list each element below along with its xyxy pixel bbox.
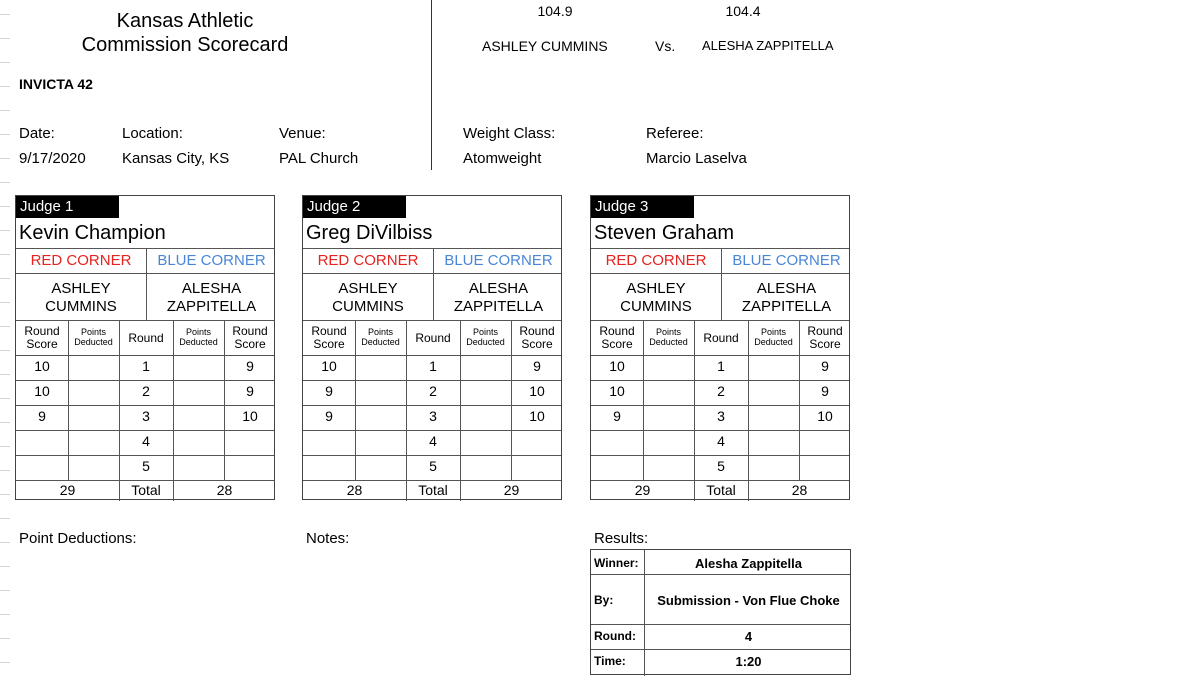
red-fighter-last: CUMMINS	[332, 298, 404, 315]
blue-round-score-header-line1: Round	[232, 324, 268, 338]
red-round-score-header-line1: Round	[599, 324, 635, 338]
red-fighter-name	[16, 280, 146, 316]
blue-points-deducted-cell	[460, 379, 511, 403]
blue-round-score-header	[511, 325, 563, 351]
blue-points-deducted-cell	[173, 454, 224, 478]
red-points-deducted-cell	[355, 379, 406, 403]
total-label: Total	[418, 482, 448, 498]
red-round-score-header-line2: Score	[26, 337, 58, 351]
total-label: Total	[706, 482, 736, 498]
blue-points-deducted-header-line1: Points	[472, 327, 498, 337]
red-points-deducted-cell	[355, 354, 406, 378]
method-label: By:	[594, 593, 614, 607]
point-deductions-label: Point Deductions:	[19, 530, 137, 547]
red-points-deducted-cell	[68, 354, 119, 378]
blue-corner-label: BLUE CORNER	[444, 252, 553, 269]
notes-label: Notes:	[306, 530, 350, 547]
red-points-deducted-header-line2: Deducted	[649, 337, 688, 347]
round-header: Round	[128, 331, 164, 345]
blue-round-score-cell: 9	[246, 383, 254, 399]
round-header: Round	[415, 331, 451, 345]
blue-round-score-header-line2: Score	[234, 337, 266, 351]
blue-points-deducted-cell	[748, 354, 799, 378]
red-round-score-cell: 9	[613, 408, 621, 424]
red-points-deducted-cell	[355, 404, 406, 428]
blue-round-score-header-line2: Score	[809, 337, 841, 351]
blue-round-score-header	[224, 325, 276, 351]
red-points-deducted-header	[68, 327, 119, 347]
blue-points-deducted-header-line2: Deducted	[179, 337, 218, 347]
red-corner-label: RED CORNER	[605, 252, 707, 269]
blue-points-deducted-header	[748, 327, 799, 347]
judge-label: Judge 3	[591, 196, 694, 218]
red-round-score-cell: 10	[609, 383, 625, 399]
blue-round-score-cell	[224, 454, 276, 478]
fighter-left: ASHLEY CUMMINS	[482, 38, 608, 54]
round-number-cell: 3	[717, 408, 725, 424]
round-number-cell: 3	[142, 408, 150, 424]
blue-points-deducted-cell	[460, 429, 511, 453]
red-points-deducted-header-line1: Points	[655, 327, 681, 337]
winner-label: Winner:	[594, 556, 639, 570]
blue-round-score-cell: 10	[242, 408, 258, 424]
event-name: INVICTA 42	[19, 76, 93, 92]
red-fighter-last: CUMMINS	[45, 298, 117, 315]
grid-line	[303, 320, 561, 321]
round-number-cell: 4	[142, 433, 150, 449]
grid-line	[303, 248, 561, 249]
results-row-line	[591, 624, 850, 625]
results-table	[590, 549, 851, 675]
title-line-2: Commission Scorecard	[81, 34, 289, 56]
red-round-score-cell: 9	[325, 383, 333, 399]
red-points-deducted-cell	[643, 404, 694, 428]
weight-class-value: Atomweight	[463, 150, 542, 167]
venue-value: PAL Church	[279, 150, 359, 167]
weight-class-label: Weight Class:	[463, 125, 556, 142]
grid-line	[591, 248, 849, 249]
winner-value: Alesha Zappitella	[695, 556, 802, 571]
blue-fighter-last: ZAPPITELLA	[453, 298, 544, 315]
blue-round-score-cell: 10	[529, 383, 545, 399]
blue-round-score-header-line1: Round	[519, 324, 555, 338]
blue-round-score-header-line1: Round	[807, 324, 843, 338]
red-points-deducted-cell	[355, 454, 406, 478]
grid-line	[591, 273, 849, 274]
blue-points-deducted-cell	[173, 404, 224, 428]
judge-scorecard	[15, 195, 275, 500]
blue-fighter-name	[722, 280, 851, 316]
results-row-line	[591, 574, 850, 575]
red-points-deducted-cell	[643, 454, 694, 478]
red-round-score-cell	[303, 454, 355, 478]
blue-round-score-cell	[799, 429, 851, 453]
blue-round-score-cell	[511, 429, 563, 453]
blue-fighter-first: ALESHA	[756, 280, 817, 297]
blue-round-score-header	[799, 325, 851, 351]
red-points-deducted-cell	[68, 404, 119, 428]
date-label: Date:	[19, 125, 55, 142]
blue-points-deducted-cell	[173, 379, 224, 403]
blue-points-deducted-cell	[748, 454, 799, 478]
blue-points-deducted-header-line1: Points	[760, 327, 786, 337]
grid-line	[16, 273, 274, 274]
red-points-deducted-cell	[643, 379, 694, 403]
results-row-line	[591, 649, 850, 650]
red-round-score-header-line2: Score	[313, 337, 345, 351]
blue-round-score-cell	[799, 454, 851, 478]
judge-label: Judge 1	[16, 196, 119, 218]
red-points-deducted-cell	[355, 429, 406, 453]
total-label: Total	[131, 482, 161, 498]
referee-label: Referee:	[646, 125, 704, 142]
date-value: 9/17/2020	[19, 150, 86, 167]
title-line-1: Kansas Athletic	[116, 10, 254, 32]
blue-round-score-cell	[224, 429, 276, 453]
round-number-cell: 2	[429, 383, 437, 399]
red-points-deducted-cell	[643, 354, 694, 378]
grid-line	[303, 273, 561, 274]
red-total: 28	[346, 482, 363, 498]
blue-fighter-first: ALESHA	[468, 280, 529, 297]
round-number-cell: 2	[717, 383, 725, 399]
blue-fighter-last: ZAPPITELLA	[741, 298, 832, 315]
red-round-score-cell: 10	[34, 358, 50, 374]
round-number-cell: 5	[717, 458, 725, 474]
judge-name: Greg DiVilbiss	[306, 222, 433, 244]
blue-points-deducted-header	[460, 327, 511, 347]
red-fighter-name	[303, 280, 433, 316]
grid-line	[16, 248, 274, 249]
time-value: 1:20	[735, 654, 762, 669]
red-round-score-header	[303, 325, 355, 351]
red-fighter-name	[591, 280, 721, 316]
round-value: 4	[744, 629, 753, 644]
round-header: Round	[703, 331, 739, 345]
blue-corner-label: BLUE CORNER	[732, 252, 841, 269]
round-number-cell: 1	[429, 358, 437, 374]
red-points-deducted-header	[643, 327, 694, 347]
blue-points-deducted-header-line1: Points	[185, 327, 211, 337]
red-round-score-cell	[303, 429, 355, 453]
scorecard-title	[70, 9, 300, 57]
spreadsheet-row-lines	[0, 0, 10, 675]
red-round-score-cell	[591, 454, 643, 478]
round-number-cell: 1	[142, 358, 150, 374]
blue-points-deducted-cell	[460, 454, 511, 478]
blue-fighter-first: ALESHA	[181, 280, 242, 297]
blue-round-score-cell: 10	[529, 408, 545, 424]
blue-fighter-name	[434, 280, 563, 316]
red-round-score-header-line1: Round	[311, 324, 347, 338]
venue-label: Venue:	[279, 125, 326, 142]
results-label: Results:	[594, 530, 649, 547]
red-round-score-cell: 10	[609, 358, 625, 374]
round-number-cell: 4	[429, 433, 437, 449]
red-fighter-last: CUMMINS	[620, 298, 692, 315]
round-number-cell: 5	[429, 458, 437, 474]
round-number-cell: 1	[717, 358, 725, 374]
red-corner-label: RED CORNER	[30, 252, 132, 269]
weight-left: 104.9	[537, 3, 573, 19]
red-points-deducted-cell	[643, 429, 694, 453]
red-round-score-cell	[591, 429, 643, 453]
judge-label: Judge 2	[303, 196, 406, 218]
vs-label: Vs.	[655, 38, 676, 54]
round-number-cell: 4	[717, 433, 725, 449]
blue-round-score-cell	[511, 454, 563, 478]
blue-points-deducted-cell	[748, 379, 799, 403]
round-number-cell: 2	[142, 383, 150, 399]
location-label: Location:	[122, 125, 183, 142]
location-value: Kansas City, KS	[122, 150, 230, 167]
round-number-cell: 3	[429, 408, 437, 424]
red-round-score-header-line1: Round	[24, 324, 60, 338]
blue-points-deducted-cell	[173, 354, 224, 378]
blue-round-score-header-line2: Score	[521, 337, 553, 351]
red-corner-label: RED CORNER	[317, 252, 419, 269]
blue-points-deducted-cell	[460, 354, 511, 378]
red-round-score-cell: 10	[34, 383, 50, 399]
blue-total: 28	[216, 482, 233, 498]
judge-name: Kevin Champion	[19, 222, 166, 244]
red-round-score-header	[591, 325, 643, 351]
method-value: Submission - Von Flue Choke	[657, 593, 840, 608]
red-round-score-header-line2: Score	[601, 337, 633, 351]
red-round-score-cell: 9	[38, 408, 46, 424]
weight-right: 104.4	[725, 3, 761, 19]
red-round-score-cell: 9	[325, 408, 333, 424]
blue-fighter-name	[147, 280, 276, 316]
red-round-score-cell: 10	[321, 358, 337, 374]
grid-line	[591, 320, 849, 321]
red-points-deducted-header-line1: Points	[367, 327, 393, 337]
blue-total: 28	[791, 482, 808, 498]
red-round-score-cell	[16, 429, 68, 453]
red-points-deducted-cell	[68, 429, 119, 453]
blue-points-deducted-cell	[748, 404, 799, 428]
blue-corner-label: BLUE CORNER	[157, 252, 266, 269]
blue-total: 29	[503, 482, 520, 498]
round-number-cell: 5	[142, 458, 150, 474]
blue-points-deducted-header-line2: Deducted	[466, 337, 505, 347]
blue-round-score-cell: 9	[821, 358, 829, 374]
red-points-deducted-header	[355, 327, 406, 347]
grid-line	[16, 320, 274, 321]
blue-round-score-cell: 9	[821, 383, 829, 399]
blue-points-deducted-cell	[460, 404, 511, 428]
red-fighter-first: ASHLEY	[51, 280, 111, 297]
blue-round-score-cell: 10	[817, 408, 833, 424]
red-points-deducted-cell	[68, 379, 119, 403]
red-round-score-cell	[16, 454, 68, 478]
red-points-deducted-header-line2: Deducted	[361, 337, 400, 347]
red-fighter-first: ASHLEY	[338, 280, 398, 297]
time-label: Time:	[594, 654, 626, 668]
blue-round-score-cell: 9	[246, 358, 254, 374]
blue-points-deducted-cell	[748, 429, 799, 453]
judge-name: Steven Graham	[594, 222, 735, 244]
results-divider	[644, 550, 645, 676]
red-total: 29	[634, 482, 651, 498]
blue-points-deducted-header-line2: Deducted	[754, 337, 793, 347]
judge-scorecard	[302, 195, 562, 500]
round-label: Round:	[594, 629, 636, 643]
referee-value: Marcio Laselva	[646, 150, 747, 167]
red-points-deducted-header-line1: Points	[80, 327, 106, 337]
judge-scorecard	[590, 195, 850, 500]
red-points-deducted-header-line2: Deducted	[74, 337, 113, 347]
blue-points-deducted-cell	[173, 429, 224, 453]
blue-points-deducted-header	[173, 327, 224, 347]
red-round-score-header	[16, 325, 68, 351]
header-divider	[431, 0, 432, 170]
red-total: 29	[59, 482, 76, 498]
fighter-right: ALESHA ZAPPITELLA	[702, 38, 834, 53]
blue-fighter-last: ZAPPITELLA	[166, 298, 257, 315]
blue-round-score-cell: 9	[533, 358, 541, 374]
red-points-deducted-cell	[68, 454, 119, 478]
red-fighter-first: ASHLEY	[626, 280, 686, 297]
